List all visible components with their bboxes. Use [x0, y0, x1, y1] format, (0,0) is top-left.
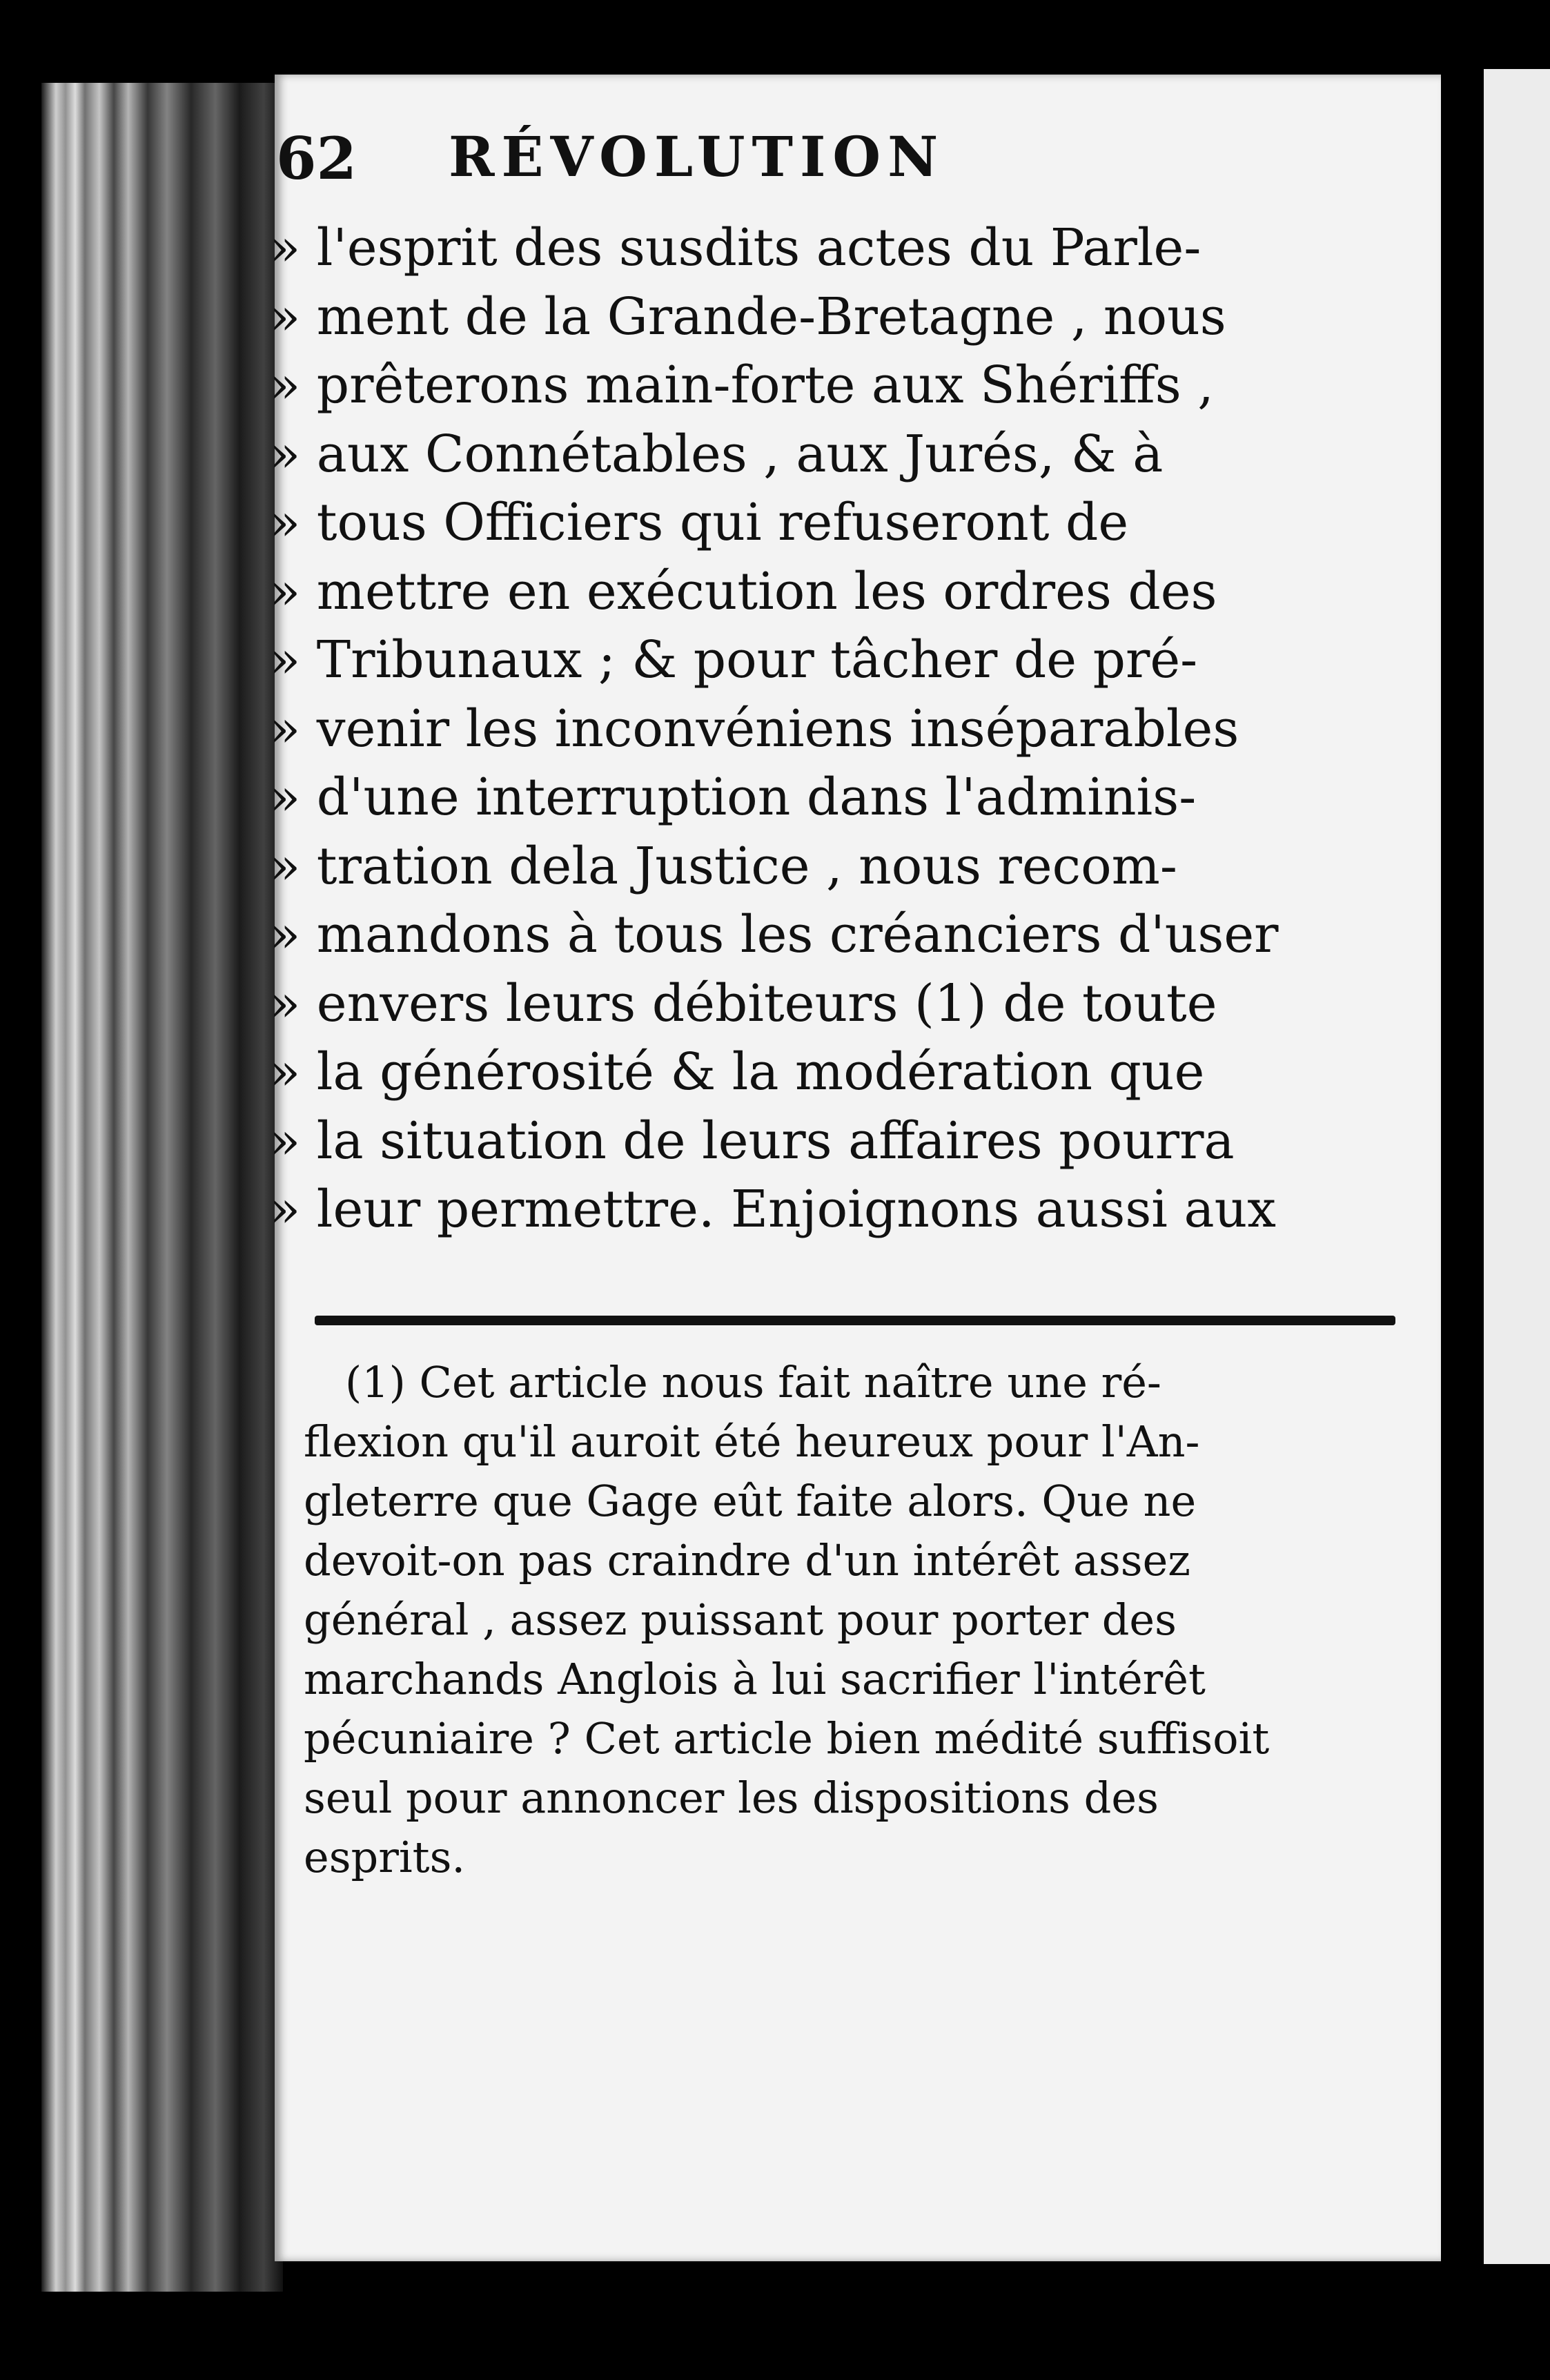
- footnote-line: général , assez puissant pour porter des: [304, 1594, 1177, 1645]
- footnote-line: [304, 1353, 1408, 1412]
- footnote-line: seul pour annoncer les dispositions des: [304, 1773, 1159, 1823]
- text-line: » tration dela Justice , nous recom-: [269, 836, 1177, 896]
- footnote-line: marchands Anglois à lui sacrifier l'intérêt: [304, 1654, 1206, 1704]
- text-line: » Tribunaux ; & pour tâcher de pré-: [269, 630, 1198, 690]
- footnote-line-text: (1) Cet article nous fait naître une ré-: [345, 1357, 1161, 1407]
- footnote-line: esprits.: [304, 1832, 466, 1882]
- text-line: » venir les inconvéniens inséparables: [269, 699, 1239, 759]
- text-line: » la situation de leurs affaires pourra: [269, 1111, 1235, 1171]
- text-line: » l'esprit des susdits actes du Parle-: [269, 218, 1201, 277]
- text-line: » aux Connétables , aux Jurés, & à: [269, 424, 1164, 484]
- text-line: » leur permettre. Enjoignons aussi aux: [269, 1180, 1277, 1239]
- body-text: [269, 214, 1401, 1245]
- text-line: » tous Officiers qui refuseront de: [269, 493, 1129, 552]
- page-number: 62: [276, 124, 357, 193]
- footnote-line: pécuniaire ? Cet article bien médité suffisoit: [304, 1713, 1270, 1764]
- text-line: » envers leurs débiteurs (1) de toute: [269, 973, 1217, 1033]
- text-line: » d'une interruption dans l'adminis-: [269, 768, 1197, 827]
- facing-page-edge: [1484, 69, 1550, 2264]
- text-line: » prêterons main-forte aux Shériffs ,: [269, 355, 1214, 415]
- text-line: » mettre en exécution les ordres des: [269, 561, 1217, 621]
- text-line: » ment de la Grande-Bretagne , nous: [269, 286, 1226, 347]
- book-spine-edge: [41, 83, 283, 2292]
- running-title: RÉVOLUTION: [449, 124, 945, 189]
- footnote-divider: [315, 1316, 1395, 1325]
- footnote-line: gleterre que Gage eût faite alors. Que ne: [304, 1476, 1197, 1526]
- text-line: » la générosité & la modération que: [269, 1042, 1205, 1102]
- text-line: » mandons à tous les créanciers d'user: [269, 905, 1279, 964]
- footnote-line: flexion qu'il auroit été heureux pour l'An-: [304, 1416, 1200, 1467]
- footnote: [304, 1353, 1408, 1887]
- footnote-line: devoit-on pas craindre d'un intérêt assez: [304, 1535, 1190, 1586]
- page-header: [276, 124, 1242, 207]
